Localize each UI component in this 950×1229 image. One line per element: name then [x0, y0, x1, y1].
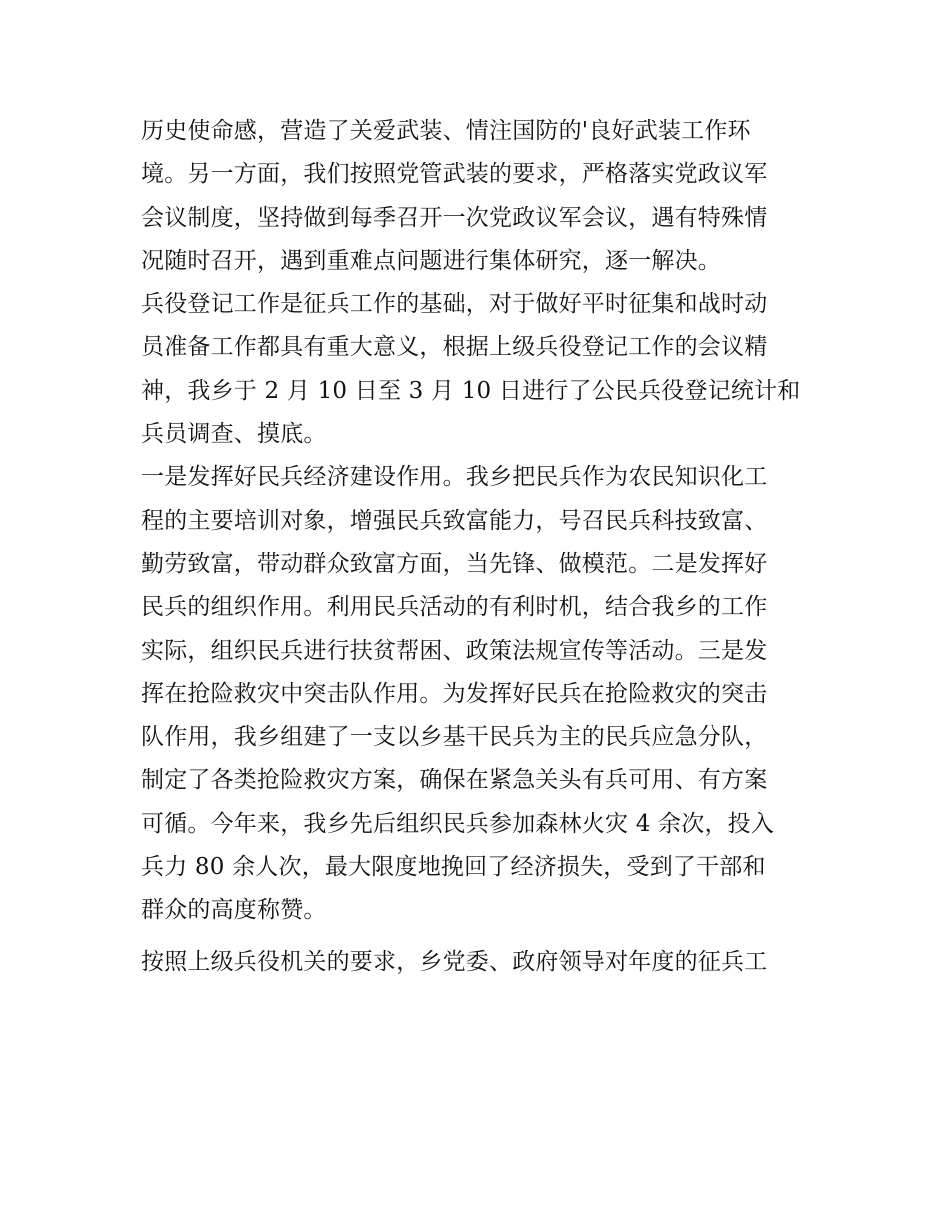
- text-line: 神，我乡于 2 月 10 日至 3 月 10 日进行了公民兵役登记统计和: [141, 377, 801, 404]
- text-line: 程的主要培训对象，增强民兵致富能力，号召民兵科技致富、: [141, 507, 768, 534]
- text-line: 队作用，我乡组建了一支以乡基干民兵为主的民兵应急分队，: [141, 724, 768, 751]
- text-line: 实际，组织民兵进行扶贫帮困、政策法规宣传等活动。三是发: [141, 637, 768, 664]
- text-line: 按照上级兵役机关的要求，乡党委、政府领导对年度的征兵工: [141, 948, 768, 975]
- paragraph-3: [141, 456, 821, 932]
- text-line: 群众的高度称赞。: [141, 897, 327, 924]
- text-line: 民兵的组织作用。利用民兵活动的有利时机，结合我乡的工作: [141, 594, 768, 621]
- text-line: 员准备工作都具有重大意义，根据上级兵役登记工作的会议精: [141, 334, 768, 361]
- paragraph-spacer: [141, 933, 821, 941]
- paragraph-1: [141, 110, 821, 283]
- text-line: 兵役登记工作是征兵工作的基础，对于做好平时征集和战时动: [141, 291, 768, 318]
- text-line: 况随时召开，遇到重难点问题进行集体研究，逐一解决。: [141, 247, 721, 274]
- text-line: 境。另一方面，我们按照党管武装的要求，严格落实党政议军: [141, 161, 768, 188]
- text-line: 一是发挥好民兵经济建设作用。我乡把民兵作为农民知识化工: [141, 464, 768, 491]
- text-line: 会议制度，坚持做到每季召开一次党政议军会议，遇有特殊情: [141, 204, 768, 231]
- text-line: 兵员调查、摸底。: [141, 421, 327, 448]
- text-line: 兵力 80 余人次，最大限度地挽回了经济损失，受到了干部和: [141, 854, 766, 881]
- paragraph-4: [141, 941, 821, 984]
- paragraph-2: [141, 283, 821, 456]
- document-body: [141, 110, 821, 984]
- text-line: 勤劳致富，带动群众致富方面，当先锋、做模范。二是发挥好: [141, 550, 768, 577]
- text-line: 可循。今年来，我乡先后组织民兵参加森林火灾 4 余次，投入: [141, 810, 775, 837]
- text-line: 历史使命感，营造了关爱武装、情注国防的'良好武装工作环: [141, 118, 751, 144]
- text-line: 挥在抢险救灾中突击队作用。为发挥好民兵在抢险救灾的突击: [141, 680, 768, 707]
- text-line: 制定了各类抢险救灾方案，确保在紧急关头有兵可用、有方案: [141, 767, 768, 794]
